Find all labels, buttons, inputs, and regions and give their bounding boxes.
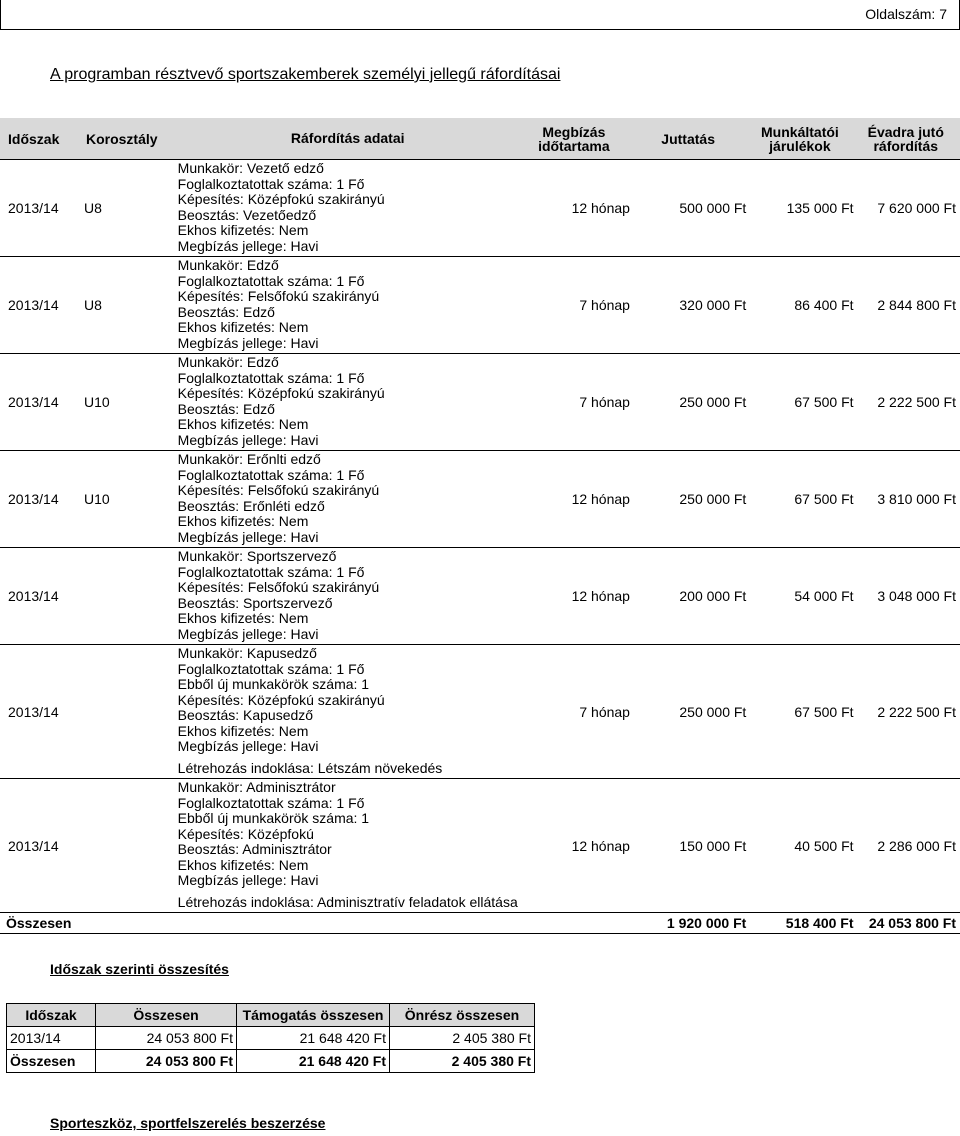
cell-season-total: 2 844 800 Ft [854, 257, 960, 354]
cell-employer-contrib: 67 500 Ft [746, 354, 853, 451]
detail-line: Beosztás: Kapusedző [177, 707, 314, 723]
cell-duration: 12 hónap [518, 160, 630, 257]
cell-details [176, 257, 518, 354]
cell-period: 2013/14 [0, 160, 84, 257]
summary-cell-support: 21 648 420 Ft [237, 1027, 390, 1050]
cell-season-total: 7 620 000 Ft [854, 160, 960, 257]
detail-line: Képesítés: Felsőfokú szakirányú [177, 482, 380, 498]
summary-header-period: Időszak [7, 1004, 96, 1027]
cell-benefit: 200 000 Ft [630, 548, 746, 645]
detail-line: Munkakör: Edző [177, 354, 279, 370]
summary-cell-own: 2 405 380 Ft [390, 1027, 535, 1050]
cell-season-total: 3 810 000 Ft [854, 451, 960, 548]
table-row [0, 548, 960, 645]
cell-benefit: 250 000 Ft [630, 354, 746, 451]
cell-duration: 12 hónap [518, 451, 630, 548]
table-row [0, 160, 960, 257]
cell-employer-contrib: 135 000 Ft [746, 160, 853, 257]
cell-age-group: U10 [84, 354, 176, 451]
summary-row [7, 1027, 535, 1050]
cell-period: 2013/14 [0, 779, 84, 913]
detail-line: Munkakör: Kapusedző [177, 645, 317, 661]
table-row [0, 257, 960, 354]
detail-line: Megbízás jellege: Havi [177, 334, 319, 351]
cell-details [176, 779, 518, 913]
cell-season-total: 2 222 500 Ft [854, 645, 960, 779]
cell-season-total: 2 222 500 Ft [854, 354, 960, 451]
cell-duration: 7 hónap [518, 354, 630, 451]
summary-cell-total: 24 053 800 Ft [96, 1027, 237, 1050]
detail-line: Foglalkoztatottak száma: 1 Fő [177, 272, 365, 289]
summary-cell-period: 2013/14 [7, 1027, 96, 1050]
detail-line: Munkakör: Edző [177, 257, 279, 273]
detail-line: Ebből új munkakörök száma: 1 [177, 676, 370, 692]
detail-line: Beosztás: Erőnléti edző [177, 497, 325, 514]
cell-duration: 7 hónap [518, 257, 630, 354]
cell-employer-contrib: 67 500 Ft [746, 645, 853, 779]
total-season: 24 053 800 Ft [854, 913, 960, 934]
cell-age-group [84, 645, 176, 779]
detail-line: Ekhos kifizetés: Nem [177, 513, 309, 529]
cell-details [176, 354, 518, 451]
summary-header-total: Összesen [96, 1004, 237, 1027]
detail-line: Munkakör: Adminisztrátor [177, 779, 336, 795]
cell-employer-contrib: 67 500 Ft [746, 451, 853, 548]
detail-line: Képesítés: Felsőfokú szakirányú [177, 288, 380, 304]
cell-period: 2013/14 [0, 451, 84, 548]
table-row [0, 354, 960, 451]
justification-line: Létrehozás indoklása: Adminisztratív feladatok ellátása [177, 893, 518, 910]
detail-line: Képesítés: Középfokú [177, 825, 314, 842]
summary-total-sum: 24 053 800 Ft [96, 1050, 237, 1073]
cell-employer-contrib: 40 500 Ft [746, 779, 853, 913]
total-employer-contrib: 518 400 Ft [746, 913, 853, 934]
detail-line: Ekhos kifizetés: Nem [177, 722, 309, 739]
cell-duration: 12 hónap [518, 779, 630, 913]
summary-header-own: Önrész összesen [390, 1004, 535, 1027]
personnel-cost-table [0, 118, 960, 934]
cell-age-group: U8 [84, 257, 176, 354]
cell-employer-contrib: 54 000 Ft [746, 548, 853, 645]
detail-line: Foglalkoztatottak száma: 1 Fő [177, 175, 365, 192]
detail-line: Foglalkoztatottak száma: 1 Fő [177, 369, 365, 386]
total-benefit: 1 920 000 Ft [630, 913, 746, 934]
header-benefit: Juttatás [630, 118, 746, 160]
detail-line: Képesítés: Középfokú szakirányú [177, 385, 385, 401]
justification-line: Létrehozás indoklása: Létszám növekedés [177, 759, 443, 776]
cell-benefit: 250 000 Ft [630, 451, 746, 548]
header-employer-contrib: Munkáltatói járulékok [746, 118, 853, 160]
detail-line: Foglalkoztatottak száma: 1 Fő [177, 794, 365, 811]
detail-line: Munkakör: Sportszervező [177, 548, 337, 564]
detail-line: Képesítés: Középfokú szakirányú [177, 191, 385, 207]
summary-header-support: Támogatás összesen [237, 1004, 390, 1027]
detail-line: Ekhos kifizetés: Nem [177, 222, 309, 238]
header-details: Ráfordítás adatai [176, 118, 518, 160]
detail-line: Képesítés: Középfokú szakirányú [177, 691, 385, 708]
detail-line: Beosztás: Edző [177, 303, 275, 320]
detail-line: Ebből új munkakörök száma: 1 [177, 810, 370, 826]
detail-line: Foglalkoztatottak száma: 1 Fő [177, 466, 365, 483]
cell-period: 2013/14 [0, 645, 84, 779]
cell-duration: 7 hónap [518, 645, 630, 779]
cell-employer-contrib: 86 400 Ft [746, 257, 853, 354]
detail-line: Munkakör: Vezető edző [177, 160, 324, 176]
detail-line: Beosztás: Edző [177, 400, 275, 417]
cell-details [176, 160, 518, 257]
detail-line: Megbízás jellege: Havi [177, 431, 319, 448]
detail-line: Foglalkoztatottak száma: 1 Fő [177, 563, 365, 580]
detail-line: Megbízás jellege: Havi [177, 625, 319, 642]
total-row [0, 913, 960, 934]
detail-line: Foglalkoztatottak száma: 1 Fő [177, 660, 365, 677]
cell-age-group: U10 [84, 451, 176, 548]
cell-details [176, 645, 518, 779]
summary-title: Időszak szerinti összesítés [50, 961, 229, 977]
cell-age-group: U8 [84, 160, 176, 257]
cell-age-group [84, 548, 176, 645]
cell-period: 2013/14 [0, 548, 84, 645]
page-number: Oldalszám: 7 [865, 6, 947, 22]
next-section-title: Sporteszköz, sportfelszerelés beszerzése [50, 1115, 326, 1131]
detail-line: Ekhos kifizetés: Nem [177, 416, 309, 432]
summary-total-support: 21 648 420 Ft [237, 1050, 390, 1073]
cell-period: 2013/14 [0, 257, 84, 354]
header-season-total: Évadra jutó ráfordítás [854, 118, 960, 160]
detail-line: Ekhos kifizetés: Nem [177, 856, 309, 873]
cell-details [176, 548, 518, 645]
section-title: A programban résztvevő sportszakemberek személyi jellegű ráfordításai [50, 66, 561, 83]
detail-line: Megbízás jellege: Havi [177, 237, 319, 254]
cell-season-total: 2 286 000 Ft [854, 779, 960, 913]
table-row [0, 451, 960, 548]
header-age-group: Korosztály [84, 118, 176, 160]
header-period: Időszak [0, 118, 84, 160]
detail-line: Megbízás jellege: Havi [177, 528, 319, 545]
table-row [0, 779, 960, 913]
total-label: Összesen [0, 913, 630, 934]
detail-line: Beosztás: Adminisztrátor [177, 841, 332, 857]
detail-line: Képesítés: Felsőfokú szakirányú [177, 579, 380, 595]
cell-benefit: 250 000 Ft [630, 645, 746, 779]
cell-season-total: 3 048 000 Ft [854, 548, 960, 645]
cell-period: 2013/14 [0, 354, 84, 451]
summary-total-row [7, 1050, 535, 1073]
header-duration: Megbízás időtartama [518, 118, 630, 160]
cell-benefit: 150 000 Ft [630, 779, 746, 913]
detail-line: Megbízás jellege: Havi [177, 872, 319, 888]
cell-age-group [84, 779, 176, 913]
cell-benefit: 500 000 Ft [630, 160, 746, 257]
detail-line: Munkakör: Erőnlti edző [177, 451, 321, 467]
page-number-box [0, 0, 960, 30]
table-header-row [0, 118, 960, 160]
detail-line: Beosztás: Sportszervező [177, 594, 333, 611]
detail-line: Ekhos kifizetés: Nem [177, 319, 309, 335]
detail-line: Ekhos kifizetés: Nem [177, 610, 309, 626]
cell-benefit: 320 000 Ft [630, 257, 746, 354]
period-summary-table [6, 1003, 535, 1073]
cell-details [176, 451, 518, 548]
cell-duration: 12 hónap [518, 548, 630, 645]
table-row [0, 645, 960, 779]
summary-total-label: Összesen [7, 1050, 96, 1073]
summary-header-row [7, 1004, 535, 1027]
summary-total-own: 2 405 380 Ft [390, 1050, 535, 1073]
detail-line: Megbízás jellege: Havi [177, 738, 319, 754]
detail-line: Beosztás: Vezetőedző [177, 206, 317, 223]
